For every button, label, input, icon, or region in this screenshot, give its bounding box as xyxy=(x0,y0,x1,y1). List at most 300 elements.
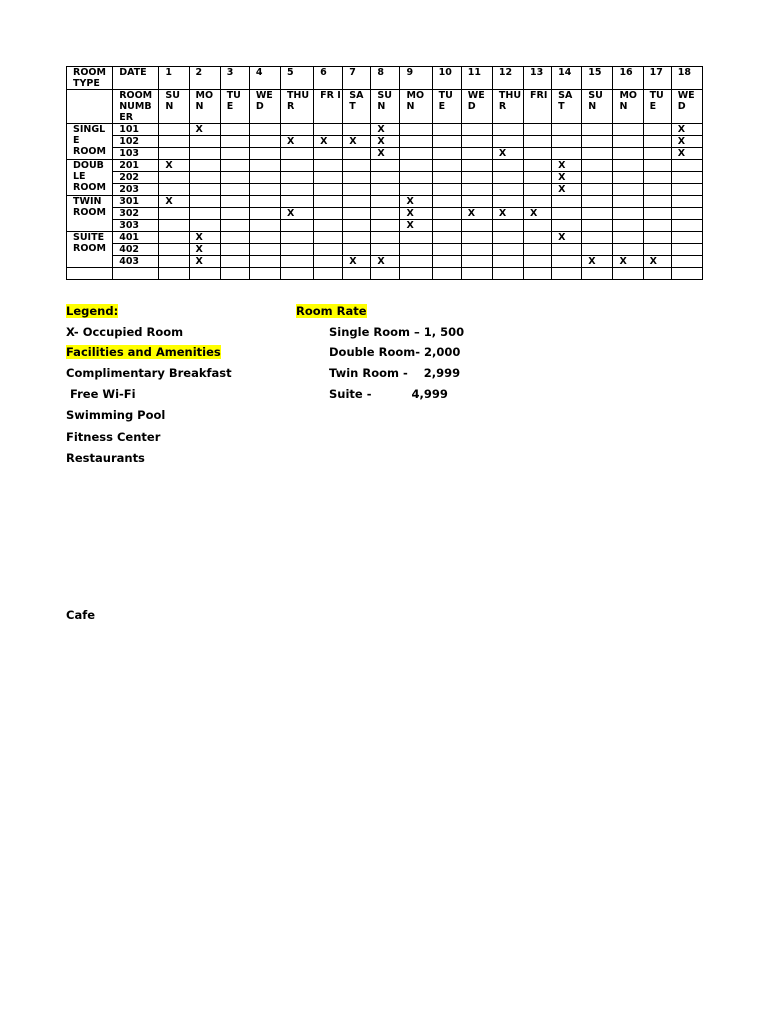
occupancy-cell xyxy=(189,160,220,172)
occupancy-cell xyxy=(314,172,343,184)
occupancy-cell xyxy=(189,172,220,184)
date-cell: 8 xyxy=(371,67,400,90)
occupancy-cell xyxy=(371,232,400,244)
occupancy-cell xyxy=(280,208,313,220)
occupancy-cell xyxy=(400,172,432,184)
day-cell: THU R xyxy=(492,90,523,124)
occupancy-cell xyxy=(552,256,582,268)
occupancy-cell xyxy=(220,184,249,196)
facilities-title xyxy=(66,345,221,359)
occupancy-cell xyxy=(314,124,343,136)
occupancy-cell xyxy=(524,172,552,184)
occupancy-cell xyxy=(492,172,523,184)
occupancy-cell xyxy=(343,184,371,196)
occupancy-cell xyxy=(280,184,313,196)
table-row xyxy=(67,148,703,160)
room-number-cell: 202 xyxy=(113,172,159,184)
occupancy-cell xyxy=(159,208,189,220)
occupancy-cell xyxy=(249,160,280,172)
occupancy-cell xyxy=(314,220,343,232)
occupancy-cell xyxy=(220,124,249,136)
occupancy-cell xyxy=(492,256,523,268)
date-cell: 18 xyxy=(671,67,702,90)
occupancy-cell xyxy=(249,124,280,136)
occupancy-cell xyxy=(371,136,400,148)
occupancy-cell xyxy=(159,232,189,244)
occupancy-cell xyxy=(461,256,492,268)
room-type-header: ROOM TYPE xyxy=(67,67,113,90)
occupancy-cell xyxy=(280,256,313,268)
occupancy-cell xyxy=(492,160,523,172)
occupancy-cell xyxy=(461,232,492,244)
occupancy-cell xyxy=(671,124,702,136)
occupancy-cell xyxy=(613,172,643,184)
day-cell: TU E xyxy=(220,90,249,124)
occupancy-cell xyxy=(613,124,643,136)
room-number-cell: 401 xyxy=(113,232,159,244)
empty-cell xyxy=(67,268,113,280)
occupancy-cell xyxy=(280,220,313,232)
occupancy-cell xyxy=(643,256,671,268)
occupancy-cell xyxy=(159,172,189,184)
occupancy-cell xyxy=(343,208,371,220)
occupancy-cell xyxy=(461,196,492,208)
occupancy-cell xyxy=(280,232,313,244)
occupancy-cell xyxy=(552,124,582,136)
occupancy-cell xyxy=(432,232,461,244)
occupancy-cell xyxy=(220,220,249,232)
occupancy-cell xyxy=(159,244,189,256)
occupancy-cell xyxy=(220,148,249,160)
date-cell: 10 xyxy=(432,67,461,90)
occupancy-cell xyxy=(552,244,582,256)
occupancy-cell xyxy=(400,184,432,196)
occupancy-cell xyxy=(343,244,371,256)
table-row xyxy=(67,124,703,136)
occupancy-cell xyxy=(671,184,702,196)
occupancy-cell xyxy=(552,136,582,148)
empty-cell xyxy=(461,268,492,280)
occupancy-cell xyxy=(280,172,313,184)
table-row xyxy=(67,160,703,172)
room-number-cell: 101 xyxy=(113,124,159,136)
empty-cell xyxy=(371,268,400,280)
room-rate-title xyxy=(296,304,367,318)
occupancy-cell xyxy=(613,220,643,232)
blank-header-cell xyxy=(67,90,113,124)
occupied-mark: X xyxy=(558,184,566,195)
room-number-cell: 203 xyxy=(113,184,159,196)
occupancy-cell xyxy=(492,124,523,136)
occupancy-cell xyxy=(371,196,400,208)
occupancy-cell xyxy=(314,184,343,196)
facility-item-cafe: Cafe xyxy=(66,608,96,622)
occupancy-cell xyxy=(671,196,702,208)
day-cell: TU E xyxy=(432,90,461,124)
occupancy-cell xyxy=(524,148,552,160)
occupancy-cell xyxy=(643,244,671,256)
occupancy-cell xyxy=(671,160,702,172)
day-cell: MO N xyxy=(189,90,220,124)
occupied-mark: X xyxy=(588,256,596,267)
occupancy-cell xyxy=(671,232,702,244)
day-cell: WE D xyxy=(671,90,702,124)
occupancy-cell xyxy=(314,256,343,268)
occupancy-cell xyxy=(432,148,461,160)
table-row xyxy=(67,232,703,244)
occupancy-cell xyxy=(220,232,249,244)
day-cell: WE D xyxy=(249,90,280,124)
occupancy-cell xyxy=(432,208,461,220)
occupancy-cell xyxy=(643,196,671,208)
occupancy-cell xyxy=(371,256,400,268)
occupancy-cell xyxy=(613,184,643,196)
day-cell: SU N xyxy=(371,90,400,124)
occupancy-cell xyxy=(461,172,492,184)
occupancy-cell xyxy=(220,244,249,256)
occupancy-cell xyxy=(249,256,280,268)
occupancy-cell xyxy=(159,184,189,196)
occupancy-cell xyxy=(159,196,189,208)
day-cell: WE D xyxy=(461,90,492,124)
header-row-dates xyxy=(67,67,703,90)
occupancy-cell xyxy=(280,124,313,136)
occupancy-cell xyxy=(159,256,189,268)
occupancy-cell xyxy=(613,232,643,244)
table-row xyxy=(67,256,703,268)
occupancy-cell xyxy=(552,184,582,196)
occupancy-cell xyxy=(249,136,280,148)
occupied-mark: X xyxy=(558,160,566,171)
occupancy-cell xyxy=(671,148,702,160)
occupancy-cell xyxy=(371,184,400,196)
occupancy-cell xyxy=(249,244,280,256)
empty-cell xyxy=(189,268,220,280)
occupied-mark: X xyxy=(195,232,203,243)
occupancy-cell xyxy=(492,244,523,256)
occupied-mark: X xyxy=(467,208,476,219)
occupancy-cell xyxy=(582,136,613,148)
occupancy-cell xyxy=(189,256,220,268)
table-row xyxy=(67,184,703,196)
occupancy-cell xyxy=(492,184,523,196)
date-cell: 16 xyxy=(613,67,643,90)
facility-item: Fitness Center xyxy=(66,430,161,444)
occupancy-cell xyxy=(432,124,461,136)
occupancy-cell xyxy=(582,184,613,196)
occupancy-cell xyxy=(371,244,400,256)
occupancy-cell xyxy=(613,196,643,208)
occupancy-cell xyxy=(524,208,552,220)
date-cell: 4 xyxy=(249,67,280,90)
table-row xyxy=(67,244,703,256)
occupancy-cell xyxy=(582,172,613,184)
date-cell: 2 xyxy=(189,67,220,90)
occupancy-cell xyxy=(643,232,671,244)
date-cell: 1 xyxy=(159,67,189,90)
occupancy-cell xyxy=(371,124,400,136)
occupied-mark: X xyxy=(165,160,173,171)
occupied-mark: X xyxy=(377,256,385,267)
occupancy-cell xyxy=(220,160,249,172)
occupancy-cell xyxy=(400,220,432,232)
occupancy-cell xyxy=(671,256,702,268)
occupancy-cell xyxy=(314,208,343,220)
empty-cell xyxy=(314,268,343,280)
occupancy-cell xyxy=(461,208,492,220)
occupancy-cell xyxy=(343,232,371,244)
occupancy-cell xyxy=(582,256,613,268)
occupancy-cell xyxy=(461,160,492,172)
occupancy-cell xyxy=(189,232,220,244)
occupied-mark: X xyxy=(498,148,507,159)
occupancy-cell xyxy=(280,136,313,148)
occupancy-cell xyxy=(492,208,523,220)
empty-cell xyxy=(113,268,159,280)
date-cell: 15 xyxy=(582,67,613,90)
occupancy-cell xyxy=(400,232,432,244)
occupancy-cell xyxy=(643,172,671,184)
occupancy-cell xyxy=(249,220,280,232)
room-rate-item: Suite - 4,999 xyxy=(329,387,448,401)
header-row-days xyxy=(67,90,703,124)
occupancy-cell xyxy=(249,148,280,160)
occupancy-cell xyxy=(613,244,643,256)
legend-title-text: Legend: xyxy=(66,304,119,318)
occupancy-cell xyxy=(432,256,461,268)
occupancy-cell xyxy=(582,244,613,256)
occupancy-cell xyxy=(432,196,461,208)
room-rate-item: Double Room- 2,000 xyxy=(329,345,461,359)
occupancy-cell xyxy=(159,220,189,232)
empty-cell xyxy=(492,268,523,280)
empty-cell xyxy=(524,268,552,280)
occupied-mark: X xyxy=(406,196,414,207)
facility-item: Complimentary Breakfast xyxy=(66,366,232,380)
occupancy-cell xyxy=(314,244,343,256)
occupancy-cell xyxy=(249,172,280,184)
date-cell: 11 xyxy=(461,67,492,90)
occupied-mark: X xyxy=(320,136,328,147)
date-cell: 3 xyxy=(220,67,249,90)
room-type-cell: DOUB LE ROOM xyxy=(67,160,113,196)
occupancy-cell xyxy=(280,196,313,208)
occupied-mark: X xyxy=(165,196,173,207)
occupancy-cell xyxy=(280,148,313,160)
occupancy-cell xyxy=(461,148,492,160)
empty-cell xyxy=(643,268,671,280)
occupancy-cell xyxy=(643,184,671,196)
room-rate-item: Single Room – 1, 500 xyxy=(329,325,465,339)
occupied-mark: X xyxy=(377,136,385,147)
occupancy-cell xyxy=(159,160,189,172)
occupancy-cell xyxy=(314,232,343,244)
occupancy-cell xyxy=(552,196,582,208)
occupancy-cell xyxy=(524,184,552,196)
occupancy-cell xyxy=(613,136,643,148)
empty-cell xyxy=(552,268,582,280)
occupancy-cell xyxy=(400,208,432,220)
occupancy-cell xyxy=(492,136,523,148)
occupied-mark: X xyxy=(377,124,385,135)
day-cell: MO N xyxy=(400,90,432,124)
occupancy-cell xyxy=(159,124,189,136)
occupancy-cell xyxy=(582,220,613,232)
occupancy-cell xyxy=(220,172,249,184)
occupancy-cell xyxy=(461,124,492,136)
occupancy-cell xyxy=(643,208,671,220)
occupancy-cell xyxy=(280,160,313,172)
occupancy-cell xyxy=(552,148,582,160)
occupancy-cell xyxy=(343,124,371,136)
occupancy-cell xyxy=(314,160,343,172)
occupied-mark: X xyxy=(558,172,566,183)
room-occupancy-table xyxy=(66,66,703,280)
occupancy-cell xyxy=(492,148,523,160)
occupancy-cell xyxy=(314,148,343,160)
occupancy-cell xyxy=(159,148,189,160)
table-row xyxy=(67,220,703,232)
occupied-mark: X xyxy=(195,124,203,135)
occupancy-cell xyxy=(343,220,371,232)
table-row xyxy=(67,136,703,148)
occupancy-cell xyxy=(671,208,702,220)
occupied-mark: X xyxy=(286,208,295,219)
table-row xyxy=(67,208,703,220)
occupancy-cell xyxy=(492,232,523,244)
occupancy-cell xyxy=(613,148,643,160)
facility-item: Restaurants xyxy=(66,451,145,465)
occupancy-cell xyxy=(552,160,582,172)
occupancy-cell xyxy=(189,220,220,232)
day-cell: FR I xyxy=(314,90,343,124)
occupancy-cell xyxy=(524,220,552,232)
empty-cell xyxy=(343,268,371,280)
occupancy-cell xyxy=(432,136,461,148)
room-number-cell: 302 xyxy=(113,208,159,220)
occupied-mark: X xyxy=(530,208,538,219)
table-row xyxy=(67,172,703,184)
facility-item: Swimming Pool xyxy=(66,408,166,422)
occupancy-cell xyxy=(314,196,343,208)
occupancy-cell xyxy=(643,136,671,148)
occupied-mark: X xyxy=(677,124,686,135)
room-number-cell: 103 xyxy=(113,148,159,160)
day-cell: SU N xyxy=(159,90,189,124)
occupancy-cell xyxy=(461,220,492,232)
occupancy-cell xyxy=(249,208,280,220)
occupancy-cell xyxy=(582,160,613,172)
occupied-mark: X xyxy=(677,148,686,159)
room-type-cell: SUITE ROOM xyxy=(67,232,113,268)
day-cell: SU N xyxy=(582,90,613,124)
occupancy-cell xyxy=(582,196,613,208)
date-cell: 5 xyxy=(280,67,313,90)
empty-cell xyxy=(671,268,702,280)
occupancy-cell xyxy=(671,244,702,256)
room-number-cell: 301 xyxy=(113,196,159,208)
occupancy-cell xyxy=(492,220,523,232)
occupancy-cell xyxy=(220,256,249,268)
occupancy-cell xyxy=(400,256,432,268)
occupancy-cell xyxy=(643,220,671,232)
empty-cell xyxy=(582,268,613,280)
occupancy-cell xyxy=(400,148,432,160)
empty-cell xyxy=(159,268,189,280)
occupancy-cell xyxy=(552,172,582,184)
occupancy-cell xyxy=(220,208,249,220)
occupancy-cell xyxy=(371,172,400,184)
occupancy-cell xyxy=(643,148,671,160)
room-number-cell: 403 xyxy=(113,256,159,268)
occupied-mark: X xyxy=(286,136,295,147)
occupied-mark: X xyxy=(195,244,203,255)
occupancy-cell xyxy=(671,220,702,232)
occupied-mark: X xyxy=(619,256,627,267)
occupied-mark: X xyxy=(377,148,385,159)
occupancy-cell xyxy=(432,184,461,196)
occupied-mark: X xyxy=(349,136,357,147)
day-cell: THU R xyxy=(280,90,313,124)
occupancy-cell xyxy=(432,160,461,172)
occupancy-cell xyxy=(524,196,552,208)
occupancy-cell xyxy=(400,196,432,208)
occupancy-cell xyxy=(371,160,400,172)
day-cell: SA T xyxy=(552,90,582,124)
facility-item: Free Wi-Fi xyxy=(66,387,136,401)
room-number-cell: 402 xyxy=(113,244,159,256)
room-type-cell: SINGL E ROOM xyxy=(67,124,113,160)
room-type-cell: TWIN ROOM xyxy=(67,196,113,232)
occupancy-cell xyxy=(280,244,313,256)
room-number-cell: 102 xyxy=(113,136,159,148)
empty-row xyxy=(67,268,703,280)
occupancy-cell xyxy=(249,232,280,244)
occupancy-cell xyxy=(432,244,461,256)
occupancy-cell xyxy=(461,184,492,196)
occupancy-cell xyxy=(400,160,432,172)
date-cell: 9 xyxy=(400,67,432,90)
empty-cell xyxy=(249,268,280,280)
day-cell: SA T xyxy=(343,90,371,124)
occupancy-cell xyxy=(189,148,220,160)
occupancy-cell xyxy=(432,220,461,232)
day-cell: MO N xyxy=(613,90,643,124)
empty-cell xyxy=(280,268,313,280)
occupancy-cell xyxy=(613,160,643,172)
occupied-mark: X xyxy=(349,256,357,267)
room-rate-item: Twin Room - 2,999 xyxy=(329,366,461,380)
occupancy-cell xyxy=(582,124,613,136)
occupancy-cell xyxy=(249,196,280,208)
occupancy-cell xyxy=(582,232,613,244)
table-row xyxy=(67,196,703,208)
occupancy-cell xyxy=(582,148,613,160)
occupancy-cell xyxy=(343,256,371,268)
occupancy-cell xyxy=(220,136,249,148)
occupancy-cell xyxy=(189,184,220,196)
occupancy-cell xyxy=(371,220,400,232)
occupancy-cell xyxy=(552,208,582,220)
occupied-mark: X xyxy=(677,136,686,147)
occupancy-cell xyxy=(249,184,280,196)
occupied-mark: X xyxy=(558,232,566,243)
empty-cell xyxy=(400,268,432,280)
occupancy-cell xyxy=(343,172,371,184)
date-cell: 14 xyxy=(552,67,582,90)
empty-cell xyxy=(220,268,249,280)
occupancy-cell xyxy=(371,148,400,160)
